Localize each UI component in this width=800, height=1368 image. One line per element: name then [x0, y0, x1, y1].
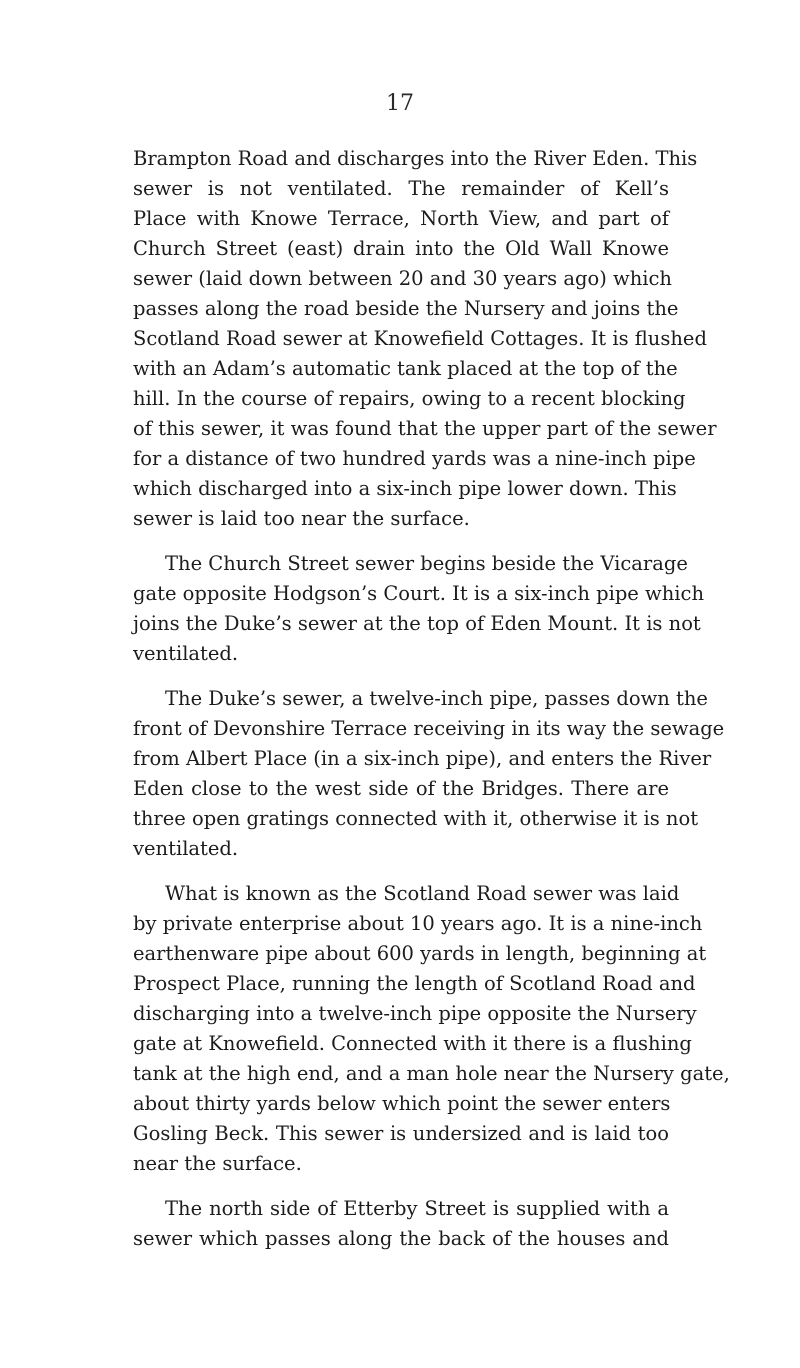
text-line: sewer is laid too near the surface. [133, 507, 470, 530]
text-line: from Albert Place (in a six-inch pipe), and enters the River [133, 747, 712, 770]
text-line: sewer (laid down between 20 and 30 years ago) which [133, 267, 672, 290]
text-line: gate at Knowefield. Connected with it there is a flushing [133, 1032, 692, 1055]
text-line: Brampton Road and discharges into the River Eden. This [133, 147, 698, 170]
text-line: ventilated. [133, 642, 239, 665]
text-line: ventilated. [133, 837, 239, 860]
text-line: sewer is not ventilated. The remainder of Kell’s [133, 177, 669, 200]
text-line: The Duke’s sewer, a twelve-inch pipe, passes down the [165, 687, 708, 710]
text-line: Prospect Place, running the length of Scotland Road and [133, 972, 696, 995]
text-line: The Church Street sewer begins beside the Vicarage [165, 552, 688, 575]
text-line: of this sewer, it was found that the upper part of the sewer [133, 417, 717, 440]
text-line: Place with Knowe Terrace, North View, and part of [133, 207, 669, 230]
text-line: Gosling Beck. This sewer is undersized and is laid too [133, 1122, 669, 1145]
text-line: three open gratings connected with it, otherwise it is not [133, 807, 699, 830]
text-line: earthenware pipe about 600 yards in length, beginning at [133, 942, 707, 965]
text-line: by private enterprise about 10 years ago. It is a nine-inch [133, 912, 703, 935]
paragraph-etterby-street [133, 1194, 669, 1254]
text-line: near the surface. [133, 1152, 302, 1175]
text-line: sewer which passes along the back of the houses and [133, 1227, 669, 1250]
text-line: for a distance of two hundred yards was a nine-inch pipe [133, 447, 696, 470]
text-line: front of Devonshire Terrace receiving in its way the sewage [133, 717, 725, 740]
paragraph-dukes-sewer [133, 684, 725, 864]
text-line: Church Street (east) drain into the Old Wall Knowe [133, 237, 669, 260]
text-line: Scotland Road sewer at Knowefield Cottages. It is flushed [133, 327, 707, 350]
text-line: passes along the road beside the Nursery and joins the [133, 297, 679, 320]
text-line: joins the Duke’s sewer at the top of Eden Mount. It is not [133, 612, 701, 635]
text-line: The north side of Etterby Street is supplied with a [165, 1197, 669, 1220]
text-line: Eden close to the west side of the Bridges. There are [133, 777, 669, 800]
page-number: 17 [386, 91, 414, 116]
paragraph-brampton-road [133, 144, 717, 534]
text-line: about thirty yards below which point the sewer enters [133, 1092, 671, 1115]
text-line: with an Adam’s automatic tank placed at the top of the [133, 357, 678, 380]
text-line: hill. In the course of repairs, owing to a recent blocking [133, 387, 686, 410]
paragraph-church-street-sewer [133, 549, 705, 669]
body-text [133, 144, 730, 1254]
text-line: gate opposite Hodgson’s Court. It is a six-inch pipe which [133, 582, 705, 605]
text-line: discharging into a twelve-inch pipe opposite the Nursery [133, 1002, 697, 1025]
text-line: What is known as the Scotland Road sewer was laid [165, 882, 680, 905]
text-line: tank at the high end, and a man hole near the Nursery gate, [133, 1062, 730, 1085]
text-line: which discharged into a six-inch pipe lower down. This [133, 477, 677, 500]
paragraph-scotland-road-sewer [133, 879, 730, 1179]
